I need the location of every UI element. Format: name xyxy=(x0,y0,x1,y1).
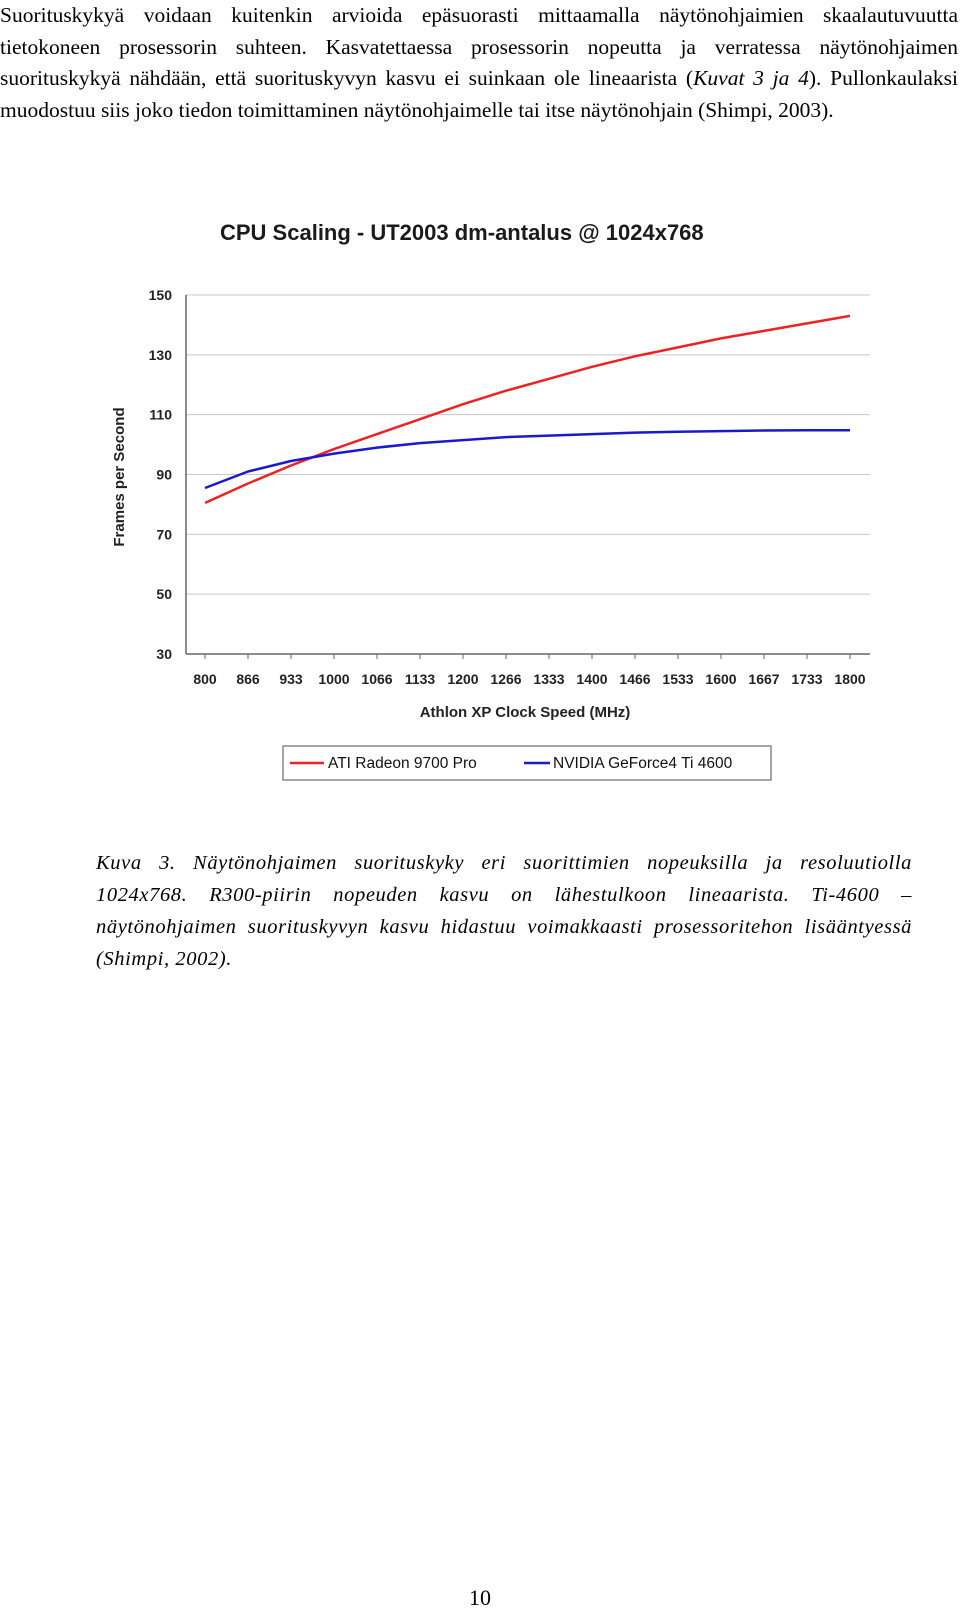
figure-caption: Kuva 3. Näytönohjaimen suorituskyky eri suorittimien nopeuksilla ja resoluutiolla 1024x768. R300-piirin nopeuden kasvu on lähestulkoon lineaarista. Ti-4600 –näytönohjaimen suorituskyvyn kasvu hidastuu voimakkaasti prosessoritehon lisääntyessä (Shimpi, 2002). xyxy=(96,852,912,970)
x-tick-label: 1466 xyxy=(619,671,651,687)
y-tick-labels xyxy=(149,287,173,662)
body-paragraph xyxy=(0,0,958,126)
x-tick-label: 1000 xyxy=(318,671,350,687)
x-axis-label: Athlon XP Clock Speed (MHz) xyxy=(419,704,631,721)
legend-label-nvidia: NVIDIA GeForce4 Ti 4600 xyxy=(553,755,733,772)
x-tick-label: 1600 xyxy=(705,671,737,687)
x-tick-label: 1266 xyxy=(490,671,522,687)
y-tick-label: 50 xyxy=(156,586,172,603)
paragraph-text-1: Suorituskykyä voidaan kuitenkin arvioida epäsuorasti mittaamalla näytönohjaimien skaalautuvuutta tietokoneen prosessorin suhteen. Kasvatettaessa prosessorin nopeutta ja verratessa näytönohjaimen suorituskykyä nähdään, että suorituskyvyn kasvu ei suinkaan ole lineaarista ( xyxy=(0,3,958,90)
y-tick-label: 70 xyxy=(156,526,172,543)
y-tick-label: 110 xyxy=(149,406,172,423)
x-tick-label: 1133 xyxy=(404,671,436,687)
y-tick-label: 30 xyxy=(156,646,172,662)
x-tick-label: 1333 xyxy=(533,671,565,687)
x-tick-label: 1800 xyxy=(834,671,866,687)
x-tick-label: 1200 xyxy=(447,671,479,687)
x-tick-label: 1667 xyxy=(748,671,780,687)
y-tick-label: 150 xyxy=(148,287,172,303)
cpu-scaling-chart xyxy=(100,205,900,805)
y-axis-label: Frames per Second xyxy=(111,407,128,547)
y-tick-label: 90 xyxy=(156,466,172,483)
y-tick-label: 130 xyxy=(148,346,172,363)
page-number: 10 xyxy=(469,1585,491,1610)
x-tick-label: 1400 xyxy=(576,671,608,687)
x-tick-label: 866 xyxy=(236,671,260,687)
chart-title: CPU Scaling - UT2003 dm-antalus @ 1024x768 xyxy=(220,220,704,245)
x-tick-label: 800 xyxy=(193,671,217,687)
chart-grid xyxy=(186,295,870,659)
x-tick-labels xyxy=(193,671,865,687)
x-tick-label: 1066 xyxy=(361,671,393,687)
x-tick-label: 1533 xyxy=(662,671,694,687)
series-line-nvidia xyxy=(205,430,850,488)
x-tick-label: 1733 xyxy=(791,671,823,687)
legend-label-ati: ATI Radeon 9700 Pro xyxy=(328,755,477,772)
figure-reference: Kuvat 3 ja 4 xyxy=(693,66,809,90)
paragraph-text-2: ). Pullonkaulaksi muodostuu siis joko tiedon toimittaminen näytönohjaimelle tai itse näytönohjain (Shimpi, 2003). xyxy=(0,66,958,122)
x-tick-label: 933 xyxy=(279,671,303,687)
